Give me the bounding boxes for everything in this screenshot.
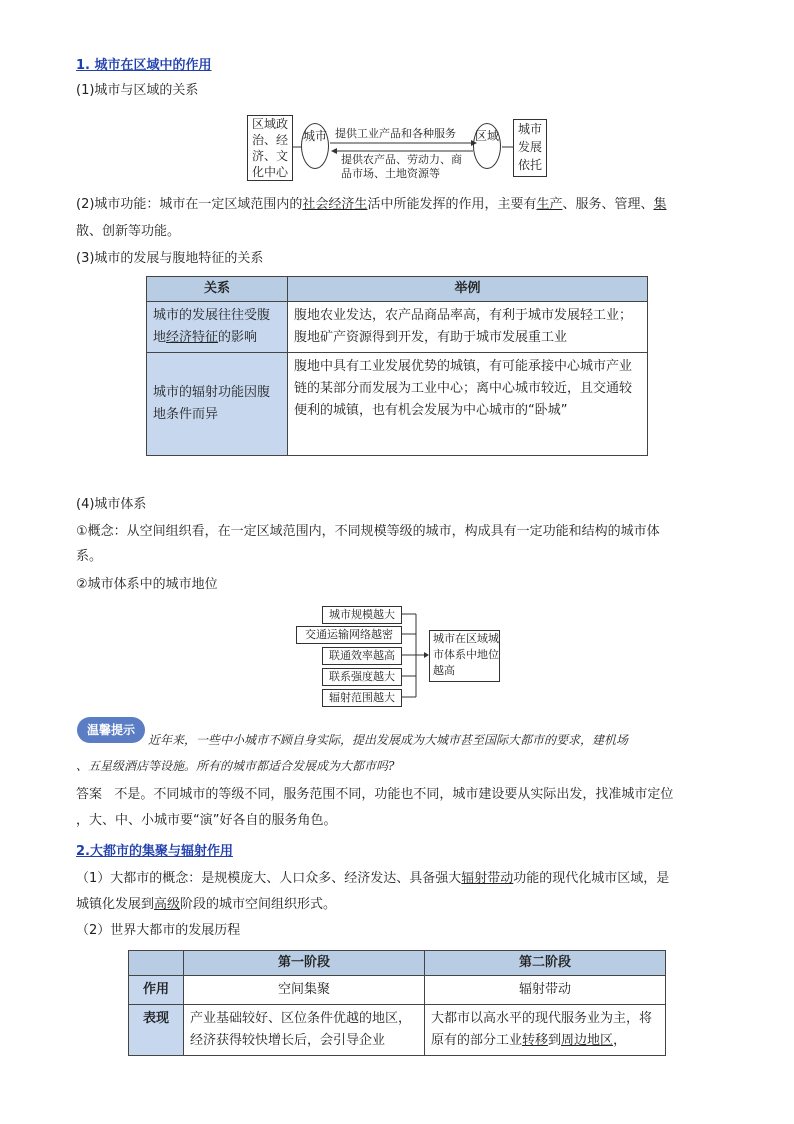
city-function-text bbox=[76, 194, 746, 216]
hinterland-table bbox=[146, 276, 648, 456]
text-run: 大都市以高水平的现代服务业为主，将原有的部分工业 bbox=[431, 1011, 653, 1048]
text-run: 阶段的城市空间组织形式。 bbox=[180, 897, 337, 912]
subheading-hinterland: (3)城市的发展与腹地特征的关系 bbox=[76, 251, 264, 266]
region-center-box: 区域政治、经济、文化中心 bbox=[247, 115, 293, 181]
table1-row1-example: 腹地农业发达，农产品商品率高，有利于城市发展轻工业；腹地矿产资源得到开发，有助于城市发展重工业 bbox=[288, 302, 648, 353]
table2-row2-stage1: 产业基础较好、区位条件优越的地区，经济获得较快增长后，会引导企业 bbox=[184, 1005, 425, 1056]
metropolis-concept-2 bbox=[76, 894, 746, 916]
city-region-diagram bbox=[247, 113, 547, 183]
underlined-text: 社会经济生 bbox=[302, 197, 368, 212]
city-position-result: 城市在区域城市体系中地位越高 bbox=[429, 630, 500, 682]
text-run: 、服务、管理、 bbox=[562, 197, 654, 212]
city-circle: 城市 bbox=[301, 123, 329, 169]
table1-row1-relation bbox=[147, 302, 288, 353]
tip-answer-1 bbox=[76, 784, 746, 806]
city-function-text-2: 散、创新等功能。 bbox=[76, 224, 181, 239]
table2-header-stage1: 第一阶段 bbox=[184, 951, 425, 976]
factor-box: 联系强度越大 bbox=[322, 668, 402, 686]
table2-row2-stage2 bbox=[425, 1005, 666, 1056]
text-run: 到 bbox=[548, 1033, 562, 1048]
diagram1-top-label: 提供工业产品和各种服务 bbox=[335, 127, 456, 140]
underlined-text: 周边地区 bbox=[561, 1033, 614, 1048]
underlined-text: 经济特征 bbox=[166, 330, 219, 345]
table2-row1-stage2: 辐射带动 bbox=[425, 976, 666, 1005]
subheading-city-region: (1)城市与区域的关系 bbox=[76, 83, 199, 98]
table1-row2-example: 腹地中具有工业发展优势的城镇，有可能承接中心城市产业链的某部分而发展为工业中心；离中心城市较近，且交通较便利的城镇，也有机会发展为中心城市的“卧城” bbox=[288, 353, 648, 456]
tip-question-1: 近年来，一些中小城市不顾自身实际，提出发展成为大城市甚至国际大都市的要求，建机场 bbox=[148, 733, 629, 747]
concept-text: ①概念：从空间组织看，在一定区域范围内，不同规模等级的城市，构成具有一定功能和结构的城市体 bbox=[76, 524, 660, 539]
table2-header-stage2: 第二阶段 bbox=[425, 951, 666, 976]
concept-text-2: 系。 bbox=[76, 549, 103, 564]
table2-header-blank bbox=[129, 951, 184, 976]
tip-answer-2: ，大、中、小城市要“演”好各自的服务角色。 bbox=[76, 813, 337, 828]
table1-row2-relation: 城市的辐射功能因腹地条件而异 bbox=[147, 353, 288, 456]
underlined-text: 高级 bbox=[154, 897, 181, 912]
subheading-city-system: (4)城市体系 bbox=[76, 497, 147, 512]
text-run: 的影响 bbox=[218, 330, 258, 345]
answer-label: 答案 bbox=[76, 787, 103, 802]
diagram1-bottom-label-1: 提供农产品、劳动力、商 bbox=[341, 153, 462, 166]
region-circle: 区域 bbox=[473, 123, 501, 169]
underlined-text: 辐射带动 bbox=[461, 871, 514, 886]
text-run: （1）大都市的概念：是规模庞大、人口众多、经济发达、具备强大 bbox=[76, 871, 462, 886]
table1-header-example: 举例 bbox=[288, 277, 648, 302]
text-run: 活中所能发挥的作用，主要有 bbox=[367, 197, 537, 212]
table1-header-relation: 关系 bbox=[147, 277, 288, 302]
metropolis-concept bbox=[76, 868, 746, 890]
tip-badge: 温馨提示 bbox=[77, 717, 145, 743]
city-development-box: 城市发展依托 bbox=[513, 119, 547, 177]
factor-box: 辐射范围越大 bbox=[322, 689, 402, 707]
tip-question-2: 、五星级酒店等设施。所有的城市都适合发展成为大都市吗? bbox=[76, 759, 395, 773]
text-run: 不是。不同城市的等级不同，服务范围不同，功能也不同，城市建设要从实际出发，找准城市定位 bbox=[114, 787, 674, 802]
text-run: 功能的现代化城市区域，是 bbox=[513, 871, 670, 886]
table2-row1-stage1: 空间集聚 bbox=[184, 976, 425, 1005]
section2-title: 2.大都市的集聚与辐射作用 bbox=[76, 844, 233, 859]
city-position-diagram bbox=[296, 604, 506, 710]
underlined-text: 集 bbox=[653, 197, 667, 212]
metropolis-table bbox=[128, 950, 666, 1056]
text-run: ， bbox=[613, 1033, 627, 1048]
text-run: 城市的发展往往受腹地 bbox=[153, 308, 271, 345]
text-run: (2)城市功能：城市在一定区域范围内的 bbox=[76, 197, 303, 212]
factor-box: 城市规模越大 bbox=[322, 606, 402, 624]
factor-box: 交通运输网络越密 bbox=[296, 626, 402, 644]
table2-row2-label: 表现 bbox=[129, 1005, 184, 1056]
table2-row1-label: 作用 bbox=[129, 976, 184, 1005]
metropolis-history-title: （2）世界大都市的发展历程 bbox=[76, 923, 241, 938]
text-run: 城镇化发展到 bbox=[76, 897, 155, 912]
factor-box: 联通效率越高 bbox=[322, 647, 402, 665]
underlined-text: 生产 bbox=[536, 197, 563, 212]
section1-title: 1. 城市在区域中的作用 bbox=[76, 58, 212, 73]
diagram1-bottom-label-2: 品市场、土地资源等 bbox=[341, 167, 440, 180]
city-position-title: ②城市体系中的城市地位 bbox=[76, 577, 218, 592]
underlined-text: 转移 bbox=[522, 1033, 549, 1048]
